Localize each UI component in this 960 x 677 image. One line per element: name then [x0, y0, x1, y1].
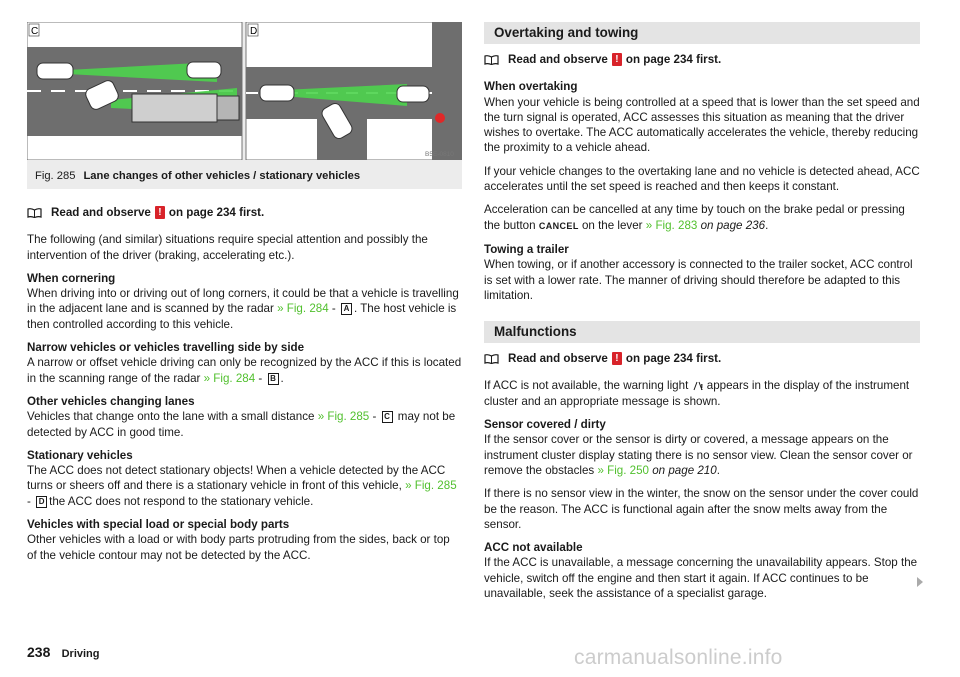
cornering-tail: . The host vehicle is then controlled according to this vehicle. [27, 302, 457, 331]
fig-284-link[interactable]: » Fig. 284 [277, 302, 329, 316]
stationary-heading: Stationary vehicles [27, 448, 133, 462]
changing-text: Vehicles that change onto the lane with a small distance [27, 410, 315, 424]
cornering-text: When driving into or driving out of long corners, it could be that a vehicle is travelling in the adjacent lane and is scanned by the radar [27, 287, 459, 316]
changing-heading: Other vehicles changing lanes [27, 394, 195, 408]
fig-284-link-b[interactable]: » Fig. 284 [203, 371, 256, 385]
read-observe-note-overtaking [484, 52, 920, 67]
watermark: carmanualsonline.info [574, 646, 783, 669]
not-available-paragraph [484, 540, 920, 601]
load-text: Other vehicles with a load or with body parts protruding from the sides, back or top of the vehicle contour may not be detected by the ACC. [27, 533, 450, 562]
sensor-heading: Sensor covered / dirty [484, 418, 606, 432]
cornering-paragraph: When cornering When driving into or driving out of long corners, it could be that a vehicle is travelling in the adjacent lane and is scanned by the radar » Fig. 284 - A . The host vehicle is then controlled according to this vehicle. [27, 271, 462, 332]
figure-number: Fig. 285 [35, 170, 76, 182]
page-236-ref: on page 236 [700, 218, 766, 232]
towing-heading: Towing a trailer [484, 242, 569, 256]
cornering-heading: When cornering [27, 271, 116, 285]
narrow-paragraph: Narrow vehicles or vehicles travelling side by side A narrow or offset vehicle driving can only be recognized by the ACC if this is located in the scanning range of the radar » Fig. 284 - B . [27, 341, 462, 385]
cancel-mid: on the lever [581, 218, 643, 232]
overtaking-paragraph [484, 79, 920, 155]
read-observe-before: Read and observe [508, 352, 608, 366]
warning-icon: ! [612, 352, 622, 365]
book-icon [484, 354, 499, 364]
panel-d-label: D [250, 26, 258, 37]
section-heading-overtaking: Overtaking and towing [484, 22, 920, 44]
page-210-ref: on page 210 [652, 463, 717, 477]
continue-arrow-icon [917, 577, 923, 587]
read-observe-after: on page 234 first. [625, 352, 722, 366]
read-observe-after: on page 234 first. [625, 53, 722, 66]
key-b-icon: B [268, 373, 279, 385]
unavailable-paragraph [484, 378, 920, 409]
warning-icon: ! [612, 53, 622, 66]
right-column [484, 22, 920, 609]
intro-paragraph: The following (and similar) situations require special attention and possibly the intervention of the driver (braking, accelerating etc.). [27, 233, 428, 262]
changing-tail: may not be detected by ACC in good time. [27, 410, 456, 439]
footer-section: Driving [61, 648, 100, 660]
not-available-heading: ACC not available [484, 541, 583, 555]
book-icon [27, 208, 42, 218]
sensor-text: If the sensor cover or the sensor is dirty or covered, a message appears on the instrument cluster display stating there is no sensor view. Clean the sensor cover or remove the obstacles [484, 433, 913, 477]
fig-285-link-d[interactable]: » Fig. 285 [405, 479, 457, 493]
overtaking-paragraph-2: If your vehicle changes to the overtaking lane and no vehicle is detected ahead, ACC accelerates until the set speed is reached and then keeps it constant. [484, 164, 920, 194]
page-footer [27, 645, 100, 662]
unavailable-after: appears in the display of the instrument cluster and an appropriate message is shown. [484, 379, 910, 408]
stationary-paragraph: Stationary vehicles The ACC does not detect stationary objects! When a vehicle detected by the ACC turns or sheers off and there is a stationary vehicle in front of this vehicle, » Fig. 285 - D the ACC does not respond to the stationary vehicle. [27, 448, 462, 509]
cancel-before: Acceleration can be cancelled at any time by touch on the brake pedal or pressing the button [484, 203, 905, 232]
book-icon [484, 55, 499, 65]
key-a-icon: A [341, 303, 352, 315]
stationary-tail: the ACC does not respond to the stationary vehicle. [49, 494, 314, 508]
warning-icon: ! [155, 206, 165, 219]
fig-283-link[interactable]: » Fig. 283 [645, 218, 698, 232]
left-column [27, 22, 462, 571]
section-heading-malfunctions: Malfunctions [484, 321, 920, 343]
overtaking-heading: When overtaking [484, 80, 578, 94]
load-heading: Vehicles with special load or special body parts [27, 518, 290, 532]
changing-paragraph: Other vehicles changing lanes Vehicles that change onto the lane with a small distance » Fig. 285 - C may not be detected by ACC in good time. [27, 394, 462, 440]
fig-285-link[interactable]: » Fig. 285 [317, 410, 370, 424]
not-available-text: If the ACC is unavailable, a message concerning the unavailability appears. Stop the vehicle, switch off the engine and then start it again. If ACC continues to be unavailable, seek the assistance of a specialist garage. [484, 556, 918, 601]
stationary-text: The ACC does not detect stationary objects! When a vehicle detected by the ACC turns or sheers off and there is a stationary vehicle in front of this vehicle, [27, 464, 446, 493]
overtaking-text: When your vehicle is being controlled at a speed that is lower than the set speed and the turn signal is operated, ACC assesses this situation as meaning that the driver wishes to overtake. The ACC automatically accelerates the vehicle, thereby reducing the proximity to a vehicle ahead. [484, 95, 920, 155]
towing-text: When towing, or if another accessory is connected to the trailer socket, ACC control is set with a lower rate. The manner of driving should therefore be adapted to this limitation. [484, 258, 913, 302]
image-code: B5E-0810 [425, 151, 454, 158]
narrow-text: A narrow or offset vehicle driving can only be recognized by the ACC if this is located in the scanning range of the radar [27, 356, 462, 385]
svg-text:!: ! [700, 383, 703, 392]
cancel-paragraph: Acceleration can be cancelled at any time by touch on the brake pedal or pressing the button CANCEL on the lever » Fig. 283 on page 236. [484, 203, 905, 232]
figure-illustration [27, 22, 462, 160]
figure-caption [35, 169, 360, 184]
winter-paragraph: If there is no sensor view in the winter, the snow on the sensor under the cover could be the reason. The ACC is functional again after the snow melts away from the sensor. [484, 487, 919, 531]
panel-c-label: C [31, 26, 39, 37]
acc-warning-lamp-icon [692, 381, 704, 391]
key-c-icon: C [382, 411, 393, 423]
read-observe-note [27, 205, 462, 220]
load-paragraph [27, 517, 462, 563]
sensor-paragraph: Sensor covered / dirty If the sensor cover or the sensor is dirty or covered, a message appears on the instrument cluster display stating there is no sensor view. Clean the sensor cover or remove the obstacles » Fig. 250 on page 210. [484, 417, 920, 478]
read-observe-after: on page 234 first. [168, 206, 265, 219]
fig-250-link[interactable]: » Fig. 250 [597, 463, 649, 477]
figure-caption-text: Lane changes of other vehicles / stationary vehicles [83, 170, 361, 182]
unavailable-before: If ACC is not available, the warning light [484, 379, 689, 393]
page-number: 238 [27, 644, 51, 660]
cancel-button-label: CANCEL [538, 220, 579, 231]
read-observe-before: Read and observe [51, 206, 151, 219]
key-d-icon: D [36, 496, 47, 508]
read-observe-note-malfunctions [484, 351, 920, 366]
read-observe-before: Read and observe [508, 53, 608, 66]
figure-285 [27, 22, 462, 189]
towing-paragraph [484, 242, 920, 303]
narrow-heading: Narrow vehicles or vehicles travelling side by side [27, 341, 305, 355]
